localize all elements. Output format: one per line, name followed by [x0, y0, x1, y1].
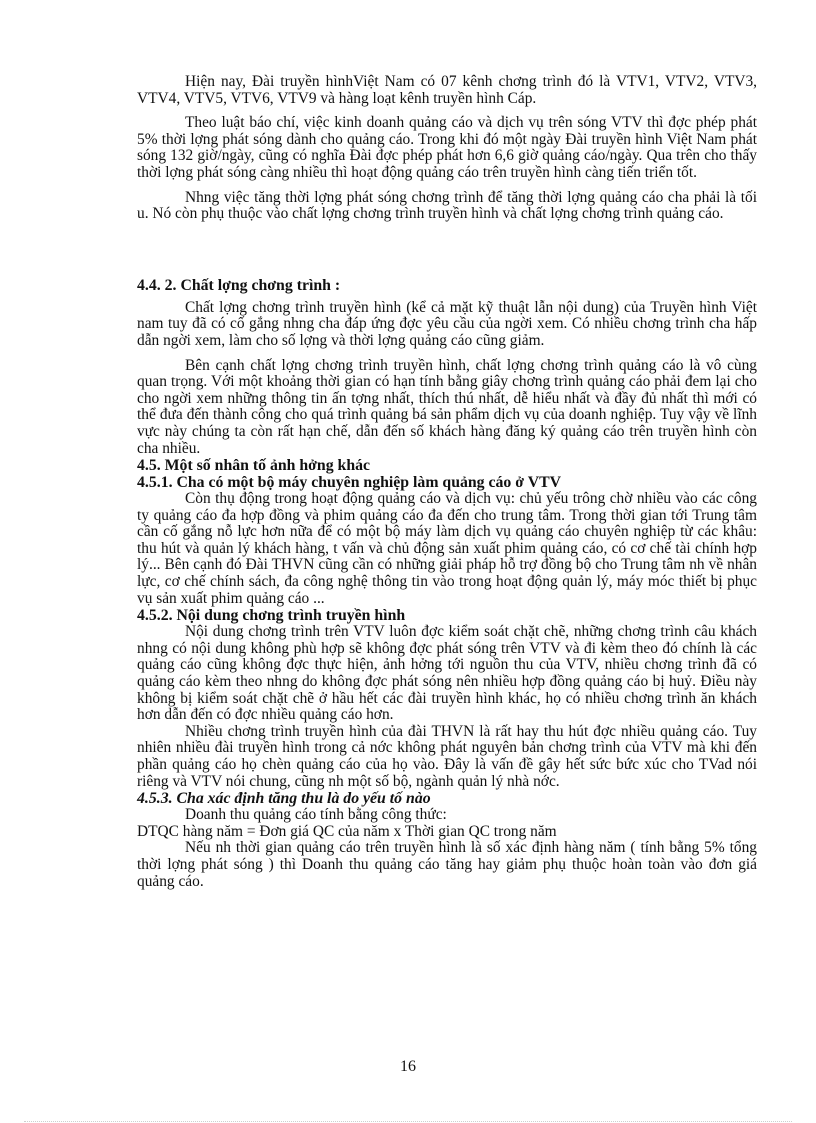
heading-4-5-2: 4.5.2. Nội dung chơng trình truyền hình [137, 607, 406, 625]
heading-4-5-3: 4.5.3. Cha xác định tăng thu là do yếu tố nào [137, 790, 431, 808]
paragraph-tv-channels: Hiện nay, Đài truyền hìnhViệt Nam có 07 kênh chơng trình đó là VTV1, VTV2, VTV3, VTV4, VTV5, VTV6, VTV9 và hàng loạt kênh truyền hình Cáp. [137, 73, 757, 107]
paragraph-local-stations: Nhiều chơng trình truyền hình của đài THVN là rất hay thu hút đợc nhiều quảng cáo. Tuy nhiên nhiều đài truyền hình trong cả nớc không phát nguyên bản chơng trình của VTV mà khi đến phần quảng cáo họ chèn quảng cáo của họ vào. Đây là vấn đề gây hết sức bức xúc cho TVad nói riêng và VTV nói chung, cũng nh một số bộ, ngành quản lý nhà nớc. [137, 722, 757, 790]
heading-4-5-1: 4.5.1. Cha có một bộ máy chuyên nghiệp làm quảng cáo ở VTV [137, 474, 562, 492]
paragraph-ad-quality: Bên cạnh chất lợng chơng trình truyền hình, chất lợng chơng trình quảng cáo là vô cùng quan trọng. Với một khoảng thời gian có hạn tính bằng giây chơng trình quảng cáo phải đem lại cho cho ngời xem những thông tin ấn tợng nhất, thích thú nhất, dễ hiểu nhất và đầy đủ nhất thì mới có thể đưa đến thành công cho quá trình quảng bá sản phẩm dịch vụ của doanh nghiệp. Tuy vậy về lĩnh vực này chúng ta còn rất hạn chế, dẫn đến số khách hàng đăng ký quảng cáo trên truyền hình còn cha nhiều. [137, 356, 757, 457]
paragraph-formula-intro: Doanh thu quảng cáo tính bằng công thức: [185, 806, 447, 824]
page-bottom-divider [24, 1121, 792, 1122]
page-number: 16 [400, 1058, 416, 1075]
paragraph-program-quality: Chất lợng chơng trình truyền hình (kể cả mặt kỹ thuật lẫn nội dung) của Truyền hình Việt nam tuy đã có cố gắng nhng cha đáp ứng đợc yêu cầu của ngời xem. Có nhiều chơng trình cha hấp dẫn ngời xem, làm cho số lợng và thời lợng quảng cáo cũng giảm. [137, 298, 757, 349]
paragraph-formula: DTQC hàng năm = Đơn giá QC của năm x Thời gian QC trong năm [137, 822, 557, 840]
paragraph-content-control: Nội dung chơng trình trên VTV luôn đợc kiểm soát chặt chẽ, những chơng trình câu khách nhng có nội dung không phù hợp sẽ không đợc phát sóng trên VTV và đi kèm theo đó chính là các quảng cáo cũng không đợc thực hiện, ảnh hởng tới nguồn thu của VTV, nhiều chơng trình đã có quảng cáo kèm theo nhng do không đợc phát sóng nên nhiều hợp đồng quảng cáo bị huỷ. Điều này không bị kiểm soát chặt chẽ ở hầu hết các đài truyền hình khác, họ có nhiều chơng trình ăn khách hơn dẫn đến có đợc nhiều quảng cáo hơn. [137, 623, 757, 724]
paragraph-airtime: Nhng việc tăng thời lợng phát sóng chơng trình để tăng thời lợng quảng cáo cha phải là tối u. Nó còn phụ thuộc vào chất lợng chơng trình truyền hình và chất lợng chơng trình quảng cáo. [137, 188, 757, 223]
heading-4-4-2: 4.4. 2. Chất lợng chơng trình : [137, 276, 341, 294]
paragraph-unit-price: Nếu nh thời gian quảng cáo trên truyền hình là số xác định hàng năm ( tính bằng 5% tổng thời lợng phát sóng ) thì Doanh thu quảng cáo tăng hay giảm phụ thuộc hoàn toàn vào đơn giá quảng cáo. [137, 839, 757, 890]
heading-4-5: 4.5. Một số nhân tố ảnh hởng khác [137, 457, 371, 475]
paragraph-press-law: Theo luật báo chí, việc kinh doanh quảng cáo và dịch vụ trên sóng VTV thì đợc phép phát 5% thời lợng phát sóng dành cho quảng cáo. Trong khi đó một ngày Đài truyền hình Việt Nam phát sóng 132 giờ/ngày, cũng có nghĩa Đài đợc phép phát hơn 6,6 giờ quảng cáo/ngày. Qua trên cho thấy thời lợng phát sóng càng nhiều thì hoạt động quảng cáo trên truyền hình càng tiến triển tốt. [137, 114, 757, 181]
paragraph-professional-team: Còn thụ động trong hoạt động quảng cáo và dịch vụ: chủ yếu trông chờ nhiều vào các công ty quảng cáo đa hợp đồng và phim quảng cáo đa đến cho trung tâm. Trong thời gian tới Trung tâm cần cố gắng nỗ lực hơn nữa để có một bộ máy làm dịch vụ quảng cáo chuyên nghiệp từ các khâu: thu hút và quản lý khách hàng, t vấn và chủ động sản xuất phim quảng cáo, có cơ chế tài chính hợp lý... Bên cạnh đó Đài THVN cũng cần có những giải pháp hỗ trợ đồng bộ cho Trung tâm nh về nhân lực, cơ chế chính sách, đa công nghệ thông tin vào trong hoạt động quản lý, máy móc thiết bị phục vụ sản xuất phim quảng cáo ... [137, 490, 757, 607]
page-content [137, 74, 757, 890]
